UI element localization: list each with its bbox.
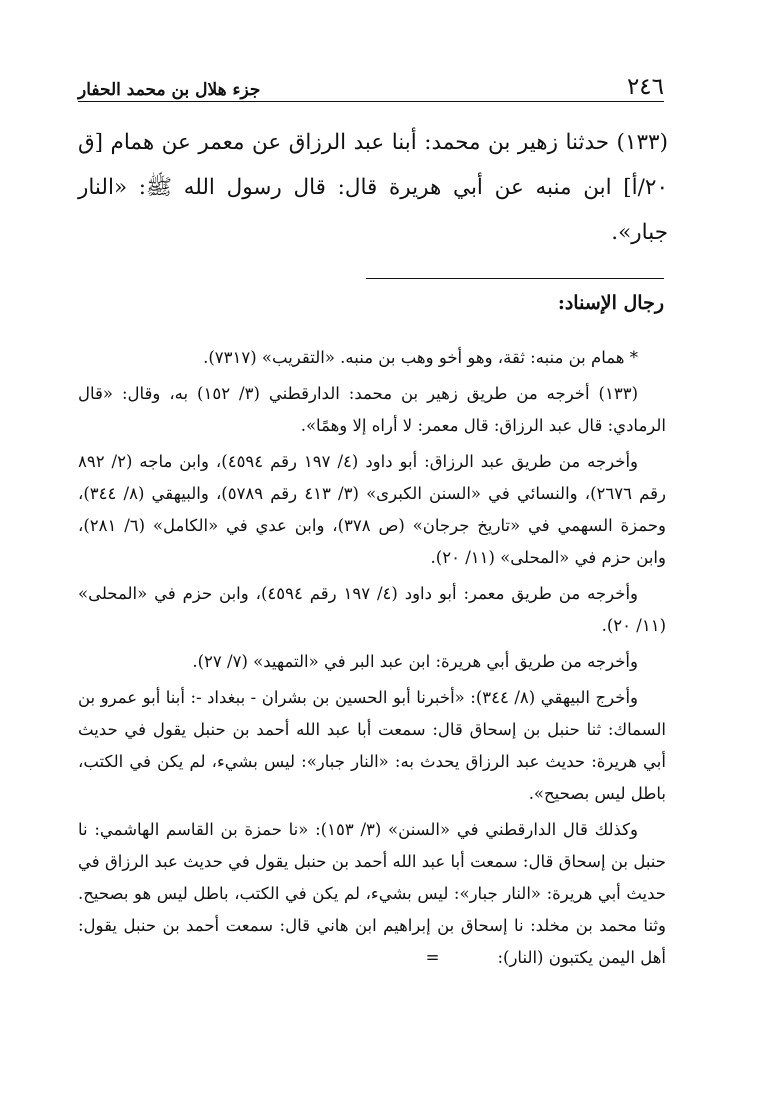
note-paragraph: وأخرج البيهقي (٨/ ٣٤٤): «أخبرنا أبو الحسين بن بشران - ببغداد -: أبنا أبو عمرو بن السماك: ثنا حنبل بن إسحاق قال: سمعت أبا عبد الله أحمد بن حنبل يقول في حديث أبي هريرة: حديث عبد الرزاق يحدث به: «النار جبار»: ليس بشيء، لم يكن في الكتب، باطل ليس بصحيح». [78, 688, 666, 803]
note-paragraph: وأخرجه من طريق عبد الرزاق: أبو داود (٤/ ١٩٧ رقم ٤٥٩٤)، وابن ماجه (٢/ ٨٩٢ رقم ٢٦٧٦)، والنسائي في «السنن الكبرى» (٣/ ٤١٣ رقم ٥٧٨٩)، والبيهقي (٨/ ٣٤٤)، وحمزة السهمي في «تاريخ جرجان» (ص ٣٧٨)، وابن عدي في «الكامل» (٦/ ٢٨١)، وابن حزم في «المحلى» (١١/ ٢٠). [78, 452, 666, 567]
footnotes [78, 342, 666, 978]
running-title: جزء هلال بن محمد الحفار [78, 80, 261, 100]
note-paragraph: وأخرجه من طريق أبي هريرة: ابن عبد البر في «التمهيد» (٧/ ٢٧). [192, 652, 638, 671]
section-divider [366, 278, 664, 279]
note-paragraph: (١٣٣) أخرجه من طريق زهير بن محمد: الدارقطني (٣/ ١٥٢) به، وقال: «قال الرمادي: قال عبد الرزاق: قال معمر: لا أراه إلا وهمًا». [78, 384, 666, 435]
page-header [78, 64, 664, 100]
note-paragraph-text: وكذلك قال الدارقطني في «السنن» (٣/ ١٥٣): «نا حمزة بن القاسم الهاشمي: نا حنبل بن إسحاق قال: سمعت أبا عبد الله أحمد بن حنبل يقول في حديث عبد الرزاق في حديث أبي هريرة: «النار جبار»: ليس بشيء، لم يكن في الكتب، باطل ليس هو بصحيح. وثنا محمد بن مخلد: نا إسحاق بن إبراهيم ابن هاني قال: سمعت أحمد بن حنبل يقول: أهل اليمن يكتبون (النار): [78, 820, 666, 967]
note-paragraph: وأخرجه من طريق معمر: أبو داود (٤/ ١٩٧ رقم ٤٥٩٤)، وابن حزم في «المحلى» (١١/ ٢٠). [78, 584, 666, 635]
note-paragraph-last [78, 814, 666, 974]
page-number: ٢٤٦ [626, 74, 664, 100]
hadith-text-block [78, 120, 668, 255]
note-paragraph: * همام بن منبه: ثقة، وهو أخو وهب بن منبه. «التقريب» (٧٣١٧). [203, 348, 638, 367]
hadith-text: (١٣٣) حدثنا زهير بن محمد: أبنا عبد الرزاق عن معمر عن همام [ق ٢٠/أ] ابن منبه عن أبي هريرة قال: قال رسول الله ﷺ: «النار جبار». [78, 130, 668, 245]
section-title: رجال الإسناد: [557, 292, 664, 314]
header-divider [78, 101, 664, 102]
continuation-mark: = [425, 948, 440, 967]
